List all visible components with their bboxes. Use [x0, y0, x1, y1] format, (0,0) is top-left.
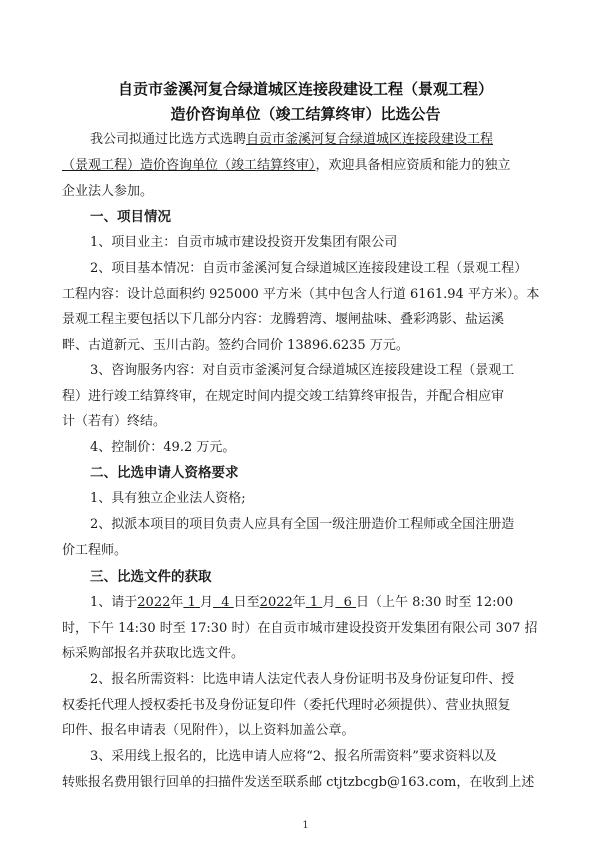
start-day-value: 4	[221, 595, 230, 610]
start-year: 2022	[137, 595, 171, 610]
text: 1、请于	[90, 595, 138, 610]
start-month	[183, 595, 200, 610]
paragraph-online-registration: 3、采用线上报名的，比选申请人应将“2、报名所需资料”要求资料以及	[90, 749, 497, 764]
text: 年	[170, 595, 184, 610]
paragraph-qualification-2: 2、拟派本项目的项目负责人应具有全国一级注册造价工程师或全国注册造	[90, 517, 515, 532]
paragraph-required-docs: 2、报名所需资料：比选申请人法定代表人身份证明书及身份证复印件、授	[90, 672, 515, 687]
section-heading-1: 一、项目情况	[90, 209, 171, 225]
paragraph-service: 3、咨询服务内容：对自贡市釜溪河复合绿道城区连接段建设工程（景观工	[90, 363, 515, 378]
title-line-2: 造价咨询单位（竣工结算终审）比选公告	[170, 105, 441, 123]
paragraph-required-docs: 权委托代理人授权委托书及身份证复印件（委托代理时必须提供）、营业执照复	[62, 698, 511, 713]
intro-line-1	[90, 131, 562, 149]
paragraph-required-docs: 印件、报名申请表（见附件），以上资料加盖公章。	[62, 723, 355, 738]
paragraph-online-registration: 转账报名费用银行回单的扫描件发送至联系邮 ctjtzbcgb@163.com，在收到上述	[62, 775, 535, 790]
intro-text: ，欢迎具备相应资质和能力的独立	[315, 158, 511, 173]
intro-line-3: 企业法人参加。	[62, 184, 154, 199]
paragraph-service: 计（若有）终结。	[62, 414, 167, 429]
title-line-1: 自贡市釜溪河复合绿道城区连接段建设工程（景观工程）	[117, 80, 493, 98]
text: 日（上午 8:30 时至 12:00	[356, 595, 514, 610]
paragraph-basic-info: 畔、古道新元、玉川古韵。签约合同价 13896.6235 万元。	[62, 338, 409, 353]
paragraph-basic-info: 2、项目基本情况：自贡市釜溪河复合绿道城区连接段建设工程（景观工程）	[90, 261, 528, 276]
text: 年	[292, 595, 306, 610]
section-heading-2: 二、比选申请人资格要求	[90, 465, 239, 481]
paragraph-qualification-2: 价工程师。	[62, 543, 128, 558]
paragraph-qualification-1: 1、具有独立企业法人资格;	[90, 491, 246, 506]
start-month-value: 1	[187, 595, 196, 610]
paragraph-acquisition-dates	[90, 594, 562, 612]
intro-project-name-cont: （景观工程）造价咨询单位（竣工结算终审）	[62, 158, 316, 173]
paragraph-acquisition-dates: 时，下午 14:30 时至 17:30 时）在自贡市城市建设投资开发集团有限公司 307 招	[62, 621, 538, 636]
intro-project-name: 自贡市釜溪河复合绿道城区连接段建设工程	[246, 132, 494, 147]
paragraph-control-price: 4、控制价：49.2 万元。	[90, 440, 236, 455]
end-day-value: 6	[343, 595, 352, 610]
paragraph-service: 程）进行竣工结算终审，在规定时间内提交竣工结算终审报告，并配合相应审	[62, 389, 505, 404]
intro-line-2	[62, 157, 562, 175]
section-heading-3: 三、比选文件的获取	[90, 569, 212, 585]
paragraph-acquisition-dates: 标采购部报名并获取比选文件。	[62, 646, 245, 661]
paragraph-basic-info: 景观工程主要包括以下几部分内容：龙腾碧湾、堰闸盐味、叠彩鸿影、盐运溪	[62, 312, 505, 327]
end-year: 2022	[259, 595, 293, 610]
end-day	[335, 595, 356, 610]
end-month-value: 1	[309, 595, 319, 610]
start-day	[213, 595, 234, 610]
paragraph-owner: 1、项目业主：自贡市城市建设投资开发集团有限公司	[90, 235, 398, 250]
text: 月	[199, 595, 213, 610]
page-number: 1	[302, 820, 309, 831]
text: 日至	[233, 595, 260, 610]
paragraph-basic-info: 工程内容：设计总面积约 925000 平方米（其中包含人行道 6161.94 平方米）。本	[62, 287, 540, 302]
intro-text: 我公司拟通过比选方式选聘	[90, 132, 247, 147]
text: 月	[322, 595, 336, 610]
end-month	[306, 595, 323, 610]
